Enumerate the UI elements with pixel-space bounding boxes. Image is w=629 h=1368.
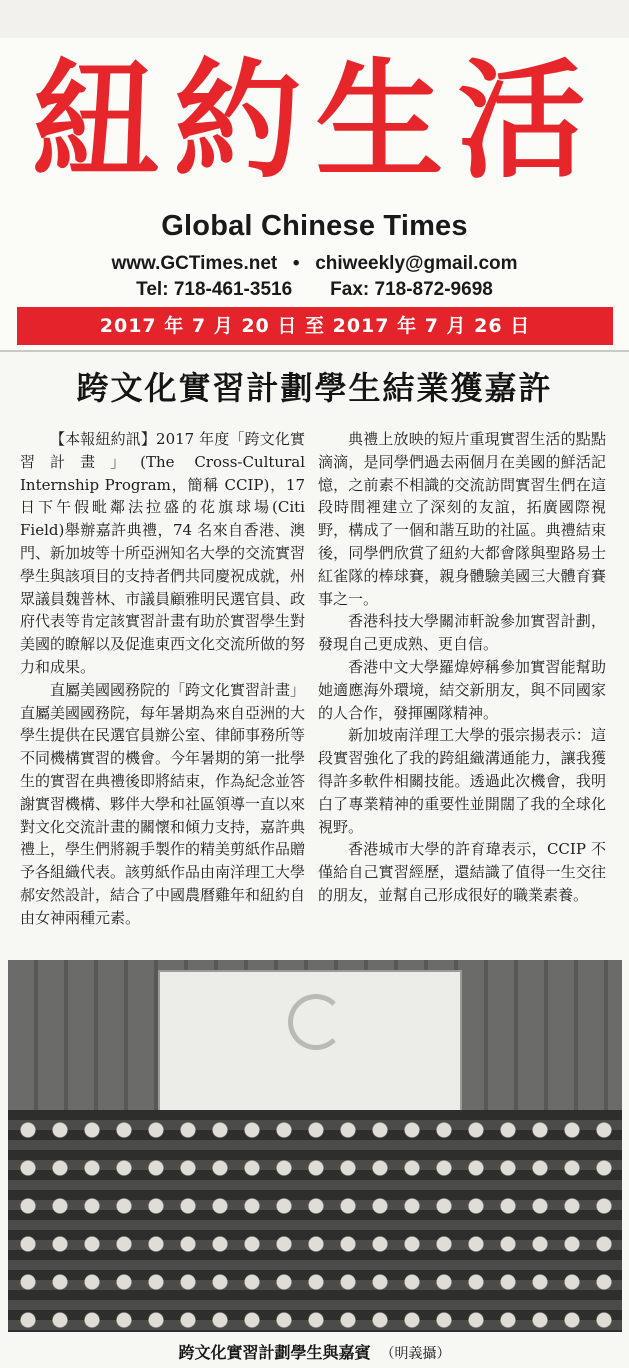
photo-crowd xyxy=(8,1110,622,1332)
photo-caption xyxy=(0,1340,629,1363)
contact-row-web xyxy=(0,253,629,275)
article-paragraph: 【本報紐約訊】2017 年度「跨文化實習計畫」(The Cross-Cultural Internship Program，簡稱 CCIP)，17 日下午假毗鄰法拉盛的花旗球場(Citi Field)舉辦嘉許典禮，74 名來自香港、澳門、新加坡等十所亞洲知名大學的交流實習學生與該項目的支持者們共同慶祝成就，州眾議員魏普林、市議員顧雅明民選官員、政府代表等肯定該實習計畫有助於實習學生對美國的瞭解以及促進東西文化交流所做的努力和成果。 xyxy=(20,430,306,676)
masthead xyxy=(18,46,613,206)
fax-number: Fax: 718-872-9698 xyxy=(330,279,493,300)
article-column-left xyxy=(20,428,305,930)
article-paragraph: 直屬美國國務院的「跨文化實習計畫」直屬美國國務院，每年暑期為來自亞洲的大學生提供在民選官員辦公室、律師事務所等不同機構實習的機會。今年暑期的第一批學生的實習在典禮後即將結束，作為紀念並答謝實習機構、夥伴大學和社區領導一直以來對文化交流計畫的關懷和傾力支持，嘉許典禮上，學生們將親手製作的精美剪紙作品贈予各組織代表。該剪紙作品由南洋理工大學郝安然設計，結合了中國農曆雞年和紐約自由女神兩種元素。 xyxy=(20,680,306,927)
issue-date-bar: 2017 年 7 月 20 日 至 2017 年 7 月 26 日 xyxy=(17,307,613,345)
brand-title-chinese: 紐約生活 xyxy=(31,46,600,196)
article-paragraph: 典禮上放映的短片重現實習生活的點點滴滴，是同學們過去兩個月在美國的鮮活記憶，之前素不相識的交流訪問實習生們在這段時間裡建立了深刻的友誼，拓廣國際視野，構成了一個和諧互助的社區。典禮結束後，同學們欣賞了紐約大都會隊與聖路易士紅雀隊的棒球賽，親身體驗美國三大體育賽事之一。 xyxy=(318,430,606,608)
telephone-number: Tel: 718-461-3516 xyxy=(136,279,293,300)
previous-page-strip xyxy=(0,0,629,38)
article-paragraph: 香港中文大學羅煒婷稱參加實習能幫助她適應海外環境，結交新朋友，與不同國家的人合作，發揮團隊精神。 xyxy=(318,657,606,722)
group-photo xyxy=(8,960,622,1332)
article-paragraph: 香港城市大學的許育瑋表示，CCIP 不僅給自己實習經歷，還結識了值得一生交往的朋友，並幫自己形成很好的職業素養。 xyxy=(318,840,606,904)
article-column-right xyxy=(318,428,606,907)
email-link[interactable]: chiweekly@gmail.com xyxy=(315,253,518,274)
article-paragraph: 香港科技大學關沛軒說參加實習計劃，發現自己更成熟、更自信。 xyxy=(318,612,606,654)
website-link[interactable]: www.GCTimes.net xyxy=(111,253,278,274)
program-logo-icon xyxy=(288,994,344,1050)
caption-text: 跨文化實習計劃學生與嘉賓 xyxy=(178,1343,371,1362)
brand-title-english: Global Chinese Times xyxy=(161,210,468,242)
article-headline: 跨文化實習計劃學生結業獲嘉許 xyxy=(76,369,553,407)
photo-credit: （明義攝） xyxy=(380,1346,451,1362)
bullet-separator: • xyxy=(292,253,300,274)
article-paragraph: 新加坡南洋理工大學的張宗揚表示：這段實習強化了我的跨組織溝通能力，讓我獲得許多軟件相關技能。透過此次機會，我明白了專業精神的重要性並開闊了我的全球化視野。 xyxy=(318,726,606,836)
contact-row-phone xyxy=(0,279,629,301)
